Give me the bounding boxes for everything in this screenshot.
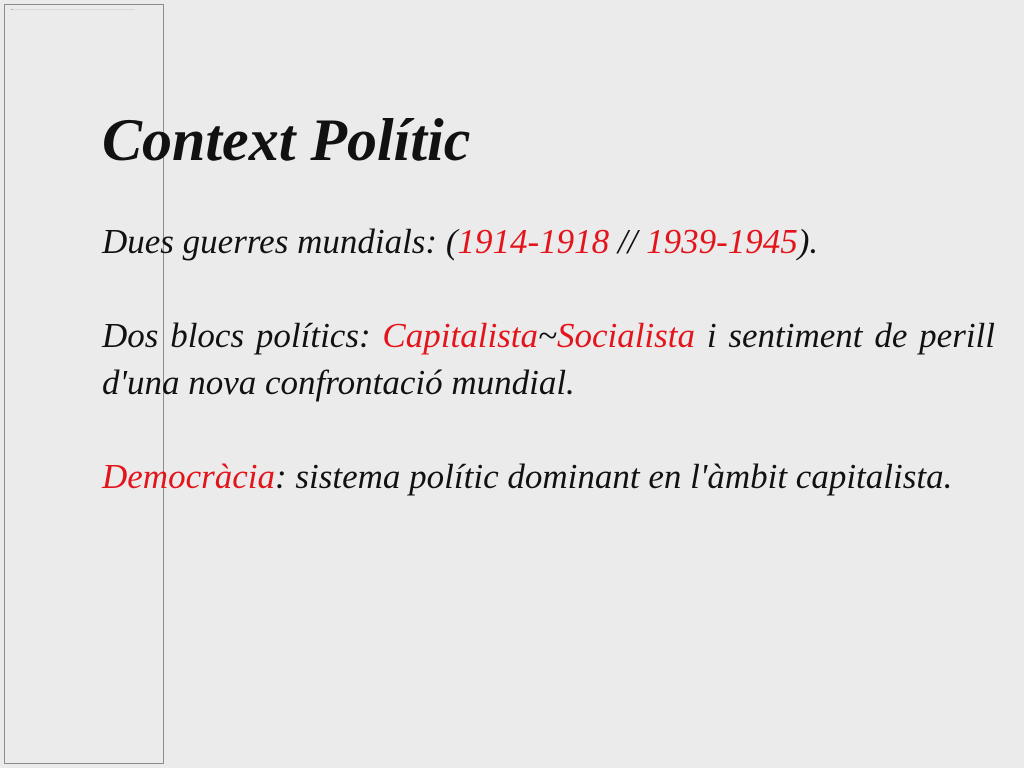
blocs-prefix: Dos blocs polítics: — [102, 316, 383, 355]
first-war-dates: 1914-1918 — [457, 222, 610, 261]
democracy-suffix: : sistema polític dominant en l'àmbit capitalista. — [275, 457, 953, 496]
side-note-text: El ~~~~~~~~~~~~~~~~~~~~~~~~~~~~~~~~~~~~~~~~~~~~~~~~~~~~~~~~~~~~~~~~~~~~~~~~~~~~~~~~~~~~~~~~~~~~~~~~~~~~~~~~ — [11, 9, 135, 11]
slide-title: Context Polític — [102, 107, 471, 173]
capitalist-bloc: Capitalista — [382, 316, 539, 355]
paragraph-world-wars — [102, 218, 995, 265]
blocs-tilde: ~ — [538, 316, 557, 355]
wars-suffix: ). — [797, 222, 819, 261]
wars-separator: // — [609, 222, 647, 261]
democracy-term: Democràcia — [102, 457, 276, 496]
blocs-suffix: i sentiment de perill d'una nova confrontació mundial. — [102, 316, 995, 402]
paragraph-democracy — [102, 453, 995, 500]
socialist-bloc: Socialista — [556, 316, 696, 355]
second-war-dates: 1939-1945 — [646, 222, 798, 261]
slide-body — [102, 218, 995, 547]
paragraph-political-blocs — [102, 312, 995, 406]
wars-prefix: Dues guerres mundials: ( — [102, 222, 458, 261]
